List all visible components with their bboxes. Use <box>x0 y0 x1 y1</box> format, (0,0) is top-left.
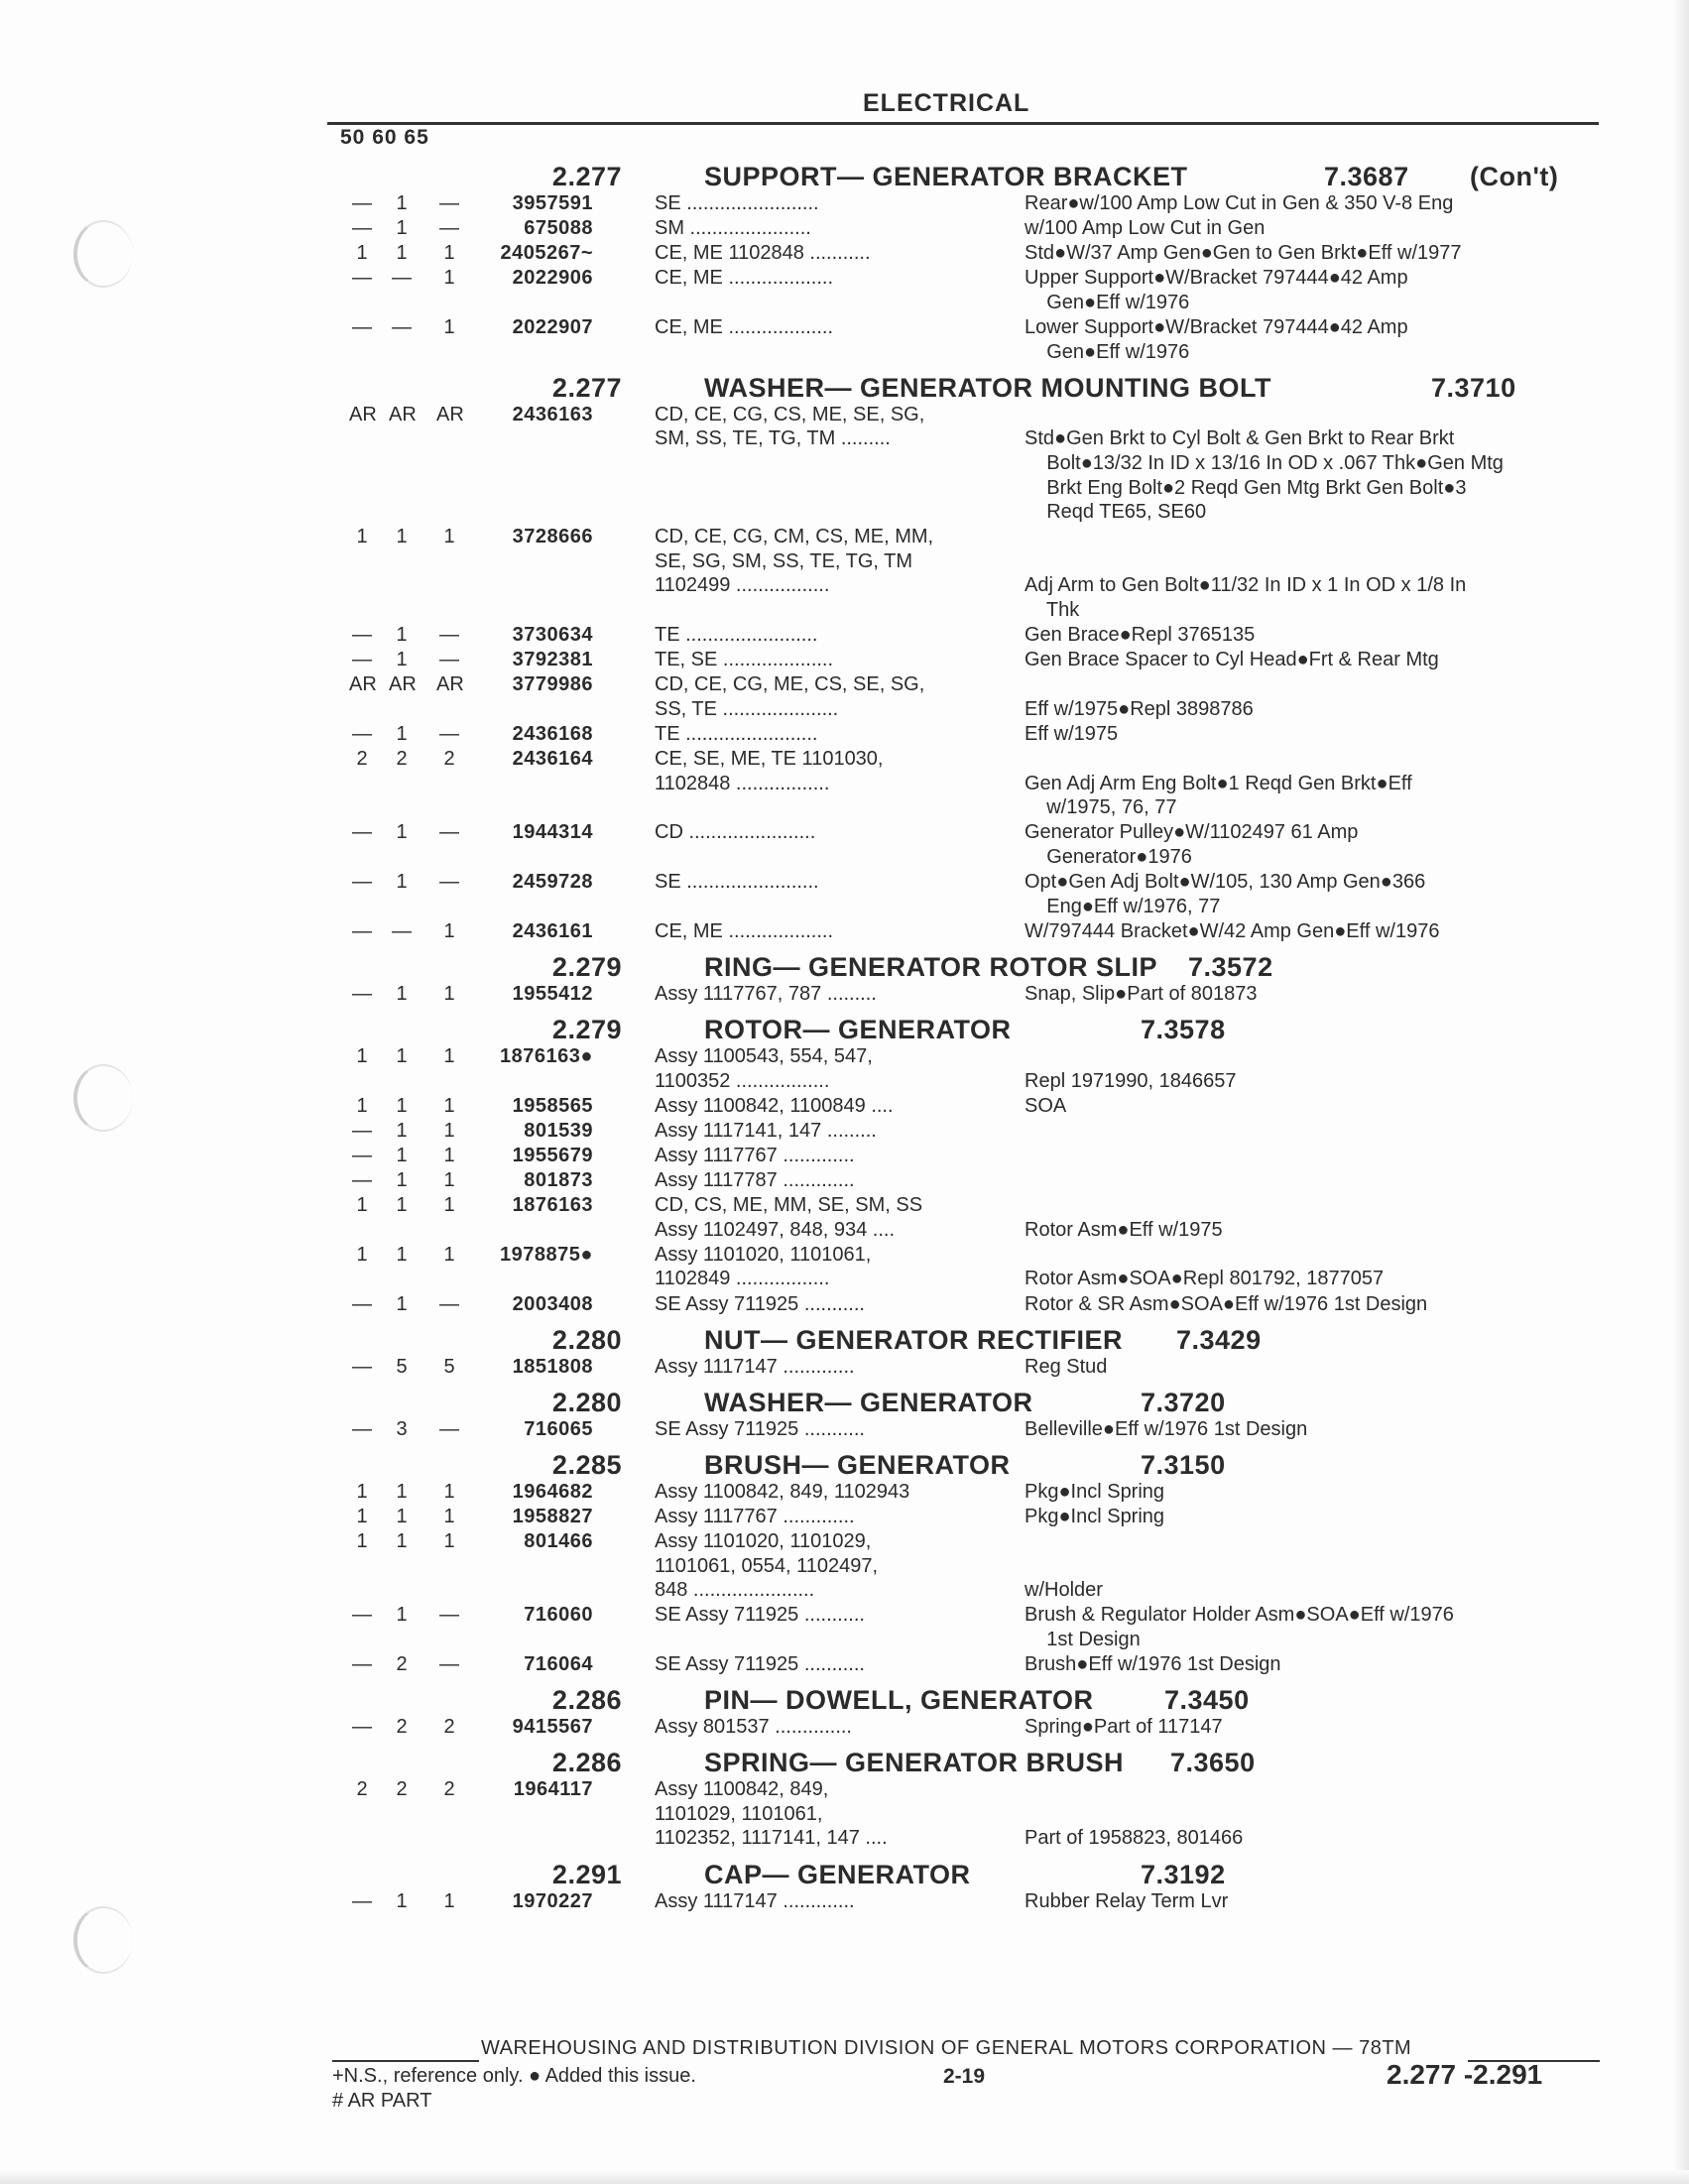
year-65-qty: 1 <box>443 1094 455 1117</box>
section-group-number: 2.280 <box>551 1324 622 1355</box>
year-60-qty: AR <box>389 403 417 425</box>
part-number: 716065 <box>524 1417 593 1440</box>
part-number: 716060 <box>524 1604 593 1627</box>
year-65-qty: — <box>439 624 459 647</box>
year-65-qty: 1 <box>443 1505 455 1527</box>
section-group-number: 2.285 <box>551 1449 622 1480</box>
year-60-qty: 2 <box>396 1778 408 1801</box>
usage-codes: SM ...................... <box>655 217 811 240</box>
footer-legend-ns: +N.S., reference only. ● Added this issue. <box>332 2065 696 2087</box>
section-code: 7.3578 <box>1141 1015 1226 1044</box>
part-number: 3730634 <box>512 624 593 647</box>
section-group-number: 2.286 <box>551 1748 622 1778</box>
section-code: 7.3572 <box>1188 951 1273 982</box>
section-group-number: 2.291 <box>551 1859 622 1889</box>
part-description: Reqd TE65, SE60 <box>1025 501 1207 524</box>
year-50-qty: — <box>352 871 372 894</box>
part-description: Eng●Eff w/1976, 77 <box>1025 895 1221 917</box>
year-50-qty: — <box>352 267 372 290</box>
section-code: 7.3720 <box>1141 1387 1226 1417</box>
year-50-qty: — <box>352 982 372 1005</box>
part-number: 2003408 <box>512 1292 593 1315</box>
year-50-qty: — <box>352 1119 372 1142</box>
part-number: 1958827 <box>512 1505 593 1527</box>
section-title: WASHER— GENERATOR <box>704 1387 1033 1417</box>
year-column-header: 50 60 65 <box>340 126 429 149</box>
year-60-qty: 1 <box>396 1169 408 1191</box>
section-group-number: 2.279 <box>551 951 622 982</box>
section-code: 7.3192 <box>1141 1859 1226 1889</box>
part-description: Generator Pulley●W/1102497 61 Amp <box>1025 821 1359 844</box>
year-65-qty: 1 <box>443 242 455 265</box>
page-title: ELECTRICAL <box>863 89 1030 117</box>
year-50-qty: — <box>352 1292 372 1315</box>
section-suffix: (Con't) <box>1470 162 1559 191</box>
part-description: Gen●Eff w/1976 <box>1025 340 1190 363</box>
year-50-qty: — <box>352 1169 372 1191</box>
year-60-qty: 1 <box>396 1292 408 1315</box>
year-50-qty: 1 <box>356 1045 368 1067</box>
part-description: w/100 Amp Low Cut in Gen <box>1025 217 1266 240</box>
part-description: Gen●Eff w/1976 <box>1025 291 1190 313</box>
year-60-qty: 1 <box>396 649 408 671</box>
section-code: 7.3650 <box>1170 1748 1256 1778</box>
year-65-qty: — <box>439 1604 459 1627</box>
usage-codes: Assy 1101020, 1101029, <box>655 1530 872 1552</box>
usage-codes: SE Assy 711925 ........... <box>655 1292 865 1315</box>
part-description: Brush & Regulator Holder Asm●SOA●Eff w/1976 <box>1025 1604 1454 1627</box>
year-50-qty: — <box>352 649 372 671</box>
usage-codes: Assy 1102497, 848, 934 .... <box>655 1218 896 1241</box>
part-description: Gen Adj Arm Eng Bolt●1 Reqd Gen Brkt●Eff <box>1025 772 1412 794</box>
year-65-qty: 5 <box>443 1355 455 1378</box>
usage-codes: Assy 1117767 ............. <box>655 1505 855 1527</box>
part-description: Std●Gen Brkt to Cyl Bolt & Gen Brkt to Rear Brkt <box>1025 427 1455 450</box>
year-50-qty: 1 <box>356 1194 368 1217</box>
part-number: 1955412 <box>512 982 593 1005</box>
part-number: 2436168 <box>512 723 593 745</box>
part-number: 2405267~ <box>500 242 593 265</box>
part-description: Thk <box>1025 599 1080 621</box>
year-60-qty: 2 <box>396 748 408 771</box>
usage-codes: CE, ME ................... <box>655 316 834 338</box>
year-65-qty: 1 <box>443 1194 455 1217</box>
usage-codes: CE, ME ................... <box>655 267 834 290</box>
usage-codes: CD ....................... <box>655 821 816 844</box>
usage-codes: CD, CS, ME, MM, SE, SM, SS <box>655 1194 923 1217</box>
year-65-qty: 1 <box>443 1169 455 1191</box>
part-description: W/797444 Bracket●W/42 Amp Gen●Eff w/1976 <box>1025 919 1440 942</box>
part-description: Lower Support●W/Bracket 797444●42 Amp <box>1025 316 1408 338</box>
year-50-qty: — <box>352 1889 372 1912</box>
year-65-qty: 1 <box>443 1530 455 1552</box>
part-number: 801539 <box>524 1119 593 1142</box>
year-60-qty: 2 <box>396 1716 408 1739</box>
part-description: Std●W/37 Amp Gen●Gen to Gen Brkt●Eff w/1977 <box>1025 242 1462 265</box>
part-number: 2022907 <box>512 316 593 338</box>
year-65-qty: 1 <box>443 1243 455 1266</box>
year-50-qty: — <box>352 316 372 338</box>
usage-codes: CD, CE, CG, ME, CS, SE, SG, <box>655 673 925 696</box>
year-65-qty: 2 <box>443 1778 455 1801</box>
part-number: 1978875● <box>500 1243 593 1266</box>
part-number: 3957591 <box>512 192 593 214</box>
part-number: 2436163 <box>512 403 593 425</box>
usage-codes: Assy 1117147 ............. <box>655 1889 855 1912</box>
year-60-qty: 1 <box>396 871 408 894</box>
year-60-qty: 1 <box>396 1045 408 1067</box>
usage-codes: Assy 1100842, 1100849 .... <box>655 1094 894 1117</box>
year-60-qty: 1 <box>396 1505 408 1527</box>
year-65-qty: — <box>439 871 459 894</box>
usage-codes: 848 ...................... <box>655 1579 815 1602</box>
section-title: ROTOR— GENERATOR <box>704 1015 1012 1044</box>
usage-codes: CD, CE, CG, CM, CS, ME, MM, <box>655 526 934 548</box>
year-60-qty: 1 <box>396 1604 408 1627</box>
year-60-qty: 1 <box>396 217 408 240</box>
year-65-qty: — <box>439 192 459 214</box>
usage-codes: CD, CE, CG, CS, ME, SE, SG, <box>655 403 925 425</box>
section-title: NUT— GENERATOR RECTIFIER <box>704 1324 1124 1355</box>
year-60-qty: 3 <box>396 1417 408 1440</box>
year-50-qty: — <box>352 1355 372 1378</box>
part-number: 1958565 <box>512 1094 593 1117</box>
part-description: Eff w/1975●Repl 3898786 <box>1025 697 1254 720</box>
section-title: BRUSH— GENERATOR <box>704 1449 1011 1480</box>
year-65-qty: 1 <box>443 1045 455 1067</box>
year-50-qty: 1 <box>356 1243 368 1266</box>
usage-codes: CE, ME 1102848 ........... <box>655 242 871 265</box>
part-number: 2436164 <box>512 748 593 771</box>
year-65-qty: — <box>439 1417 459 1440</box>
usage-codes: SE Assy 711925 ........... <box>655 1417 865 1440</box>
part-number: 1851808 <box>512 1355 593 1378</box>
part-number: 1964117 <box>513 1778 593 1801</box>
year-50-qty: — <box>352 821 372 844</box>
year-60-qty: 1 <box>396 723 408 745</box>
year-65-qty: 2 <box>443 748 455 771</box>
footer-legend-ar: # AR PART <box>332 2090 432 2112</box>
year-50-qty: — <box>352 1716 372 1739</box>
part-description: Belleville●Eff w/1976 1st Design <box>1025 1417 1308 1440</box>
year-65-qty: — <box>439 1292 459 1315</box>
year-60-qty: AR <box>389 673 417 696</box>
year-50-qty: — <box>352 1653 372 1675</box>
part-description: Gen Brace●Repl 3765135 <box>1025 624 1256 647</box>
year-50-qty: 1 <box>356 1505 368 1527</box>
year-60-qty: 1 <box>396 1243 408 1266</box>
section-group-number: 2.279 <box>551 1015 622 1044</box>
year-60-qty: 1 <box>396 624 408 647</box>
usage-codes: SE ........................ <box>655 192 819 214</box>
page-number: 2-19 <box>943 2065 986 2088</box>
section-title: SUPPORT— GENERATOR BRACKET <box>704 162 1188 191</box>
usage-codes: Assy 801537 .............. <box>655 1716 852 1739</box>
footer-division: WAREHOUSING AND DISTRIBUTION DIVISION OF GENERAL MOTORS CORPORATION — 78TM <box>481 2037 1412 2059</box>
year-65-qty: AR <box>436 403 464 425</box>
year-65-qty: — <box>439 1653 459 1675</box>
part-description: Brush●Eff w/1976 1st Design <box>1025 1653 1281 1675</box>
year-60-qty: 1 <box>396 1480 408 1503</box>
section-title: RING— GENERATOR ROTOR SLIP <box>704 951 1158 982</box>
year-50-qty: 2 <box>356 1778 368 1801</box>
year-65-qty: 1 <box>443 526 455 548</box>
year-65-qty: AR <box>436 673 464 696</box>
part-description: Eff w/1975 <box>1025 723 1119 745</box>
section-code: 7.3450 <box>1164 1685 1250 1716</box>
year-60-qty: 1 <box>396 821 408 844</box>
part-number: 9415567 <box>512 1716 593 1739</box>
usage-codes: Assy 1117767 ............. <box>655 1144 855 1166</box>
footer-divider-left <box>332 2060 479 2062</box>
part-number: 1876163● <box>500 1045 593 1067</box>
part-number: 2436161 <box>512 919 593 942</box>
part-description: Opt●Gen Adj Bolt●W/105, 130 Amp Gen●366 <box>1025 871 1426 894</box>
part-description: Rotor Asm●Eff w/1975 <box>1025 1218 1223 1241</box>
usage-codes: TE ........................ <box>655 624 818 647</box>
section-code: 7.3687 <box>1324 162 1409 191</box>
year-65-qty: 1 <box>443 919 455 942</box>
part-number: 1964682 <box>512 1480 593 1503</box>
part-description: Gen Brace Spacer to Cyl Head●Frt & Rear Mtg <box>1025 649 1439 671</box>
year-60-qty: 1 <box>396 1144 408 1166</box>
year-50-qty: 1 <box>356 1530 368 1552</box>
usage-codes: SE ........................ <box>655 871 819 894</box>
year-50-qty: — <box>352 723 372 745</box>
year-50-qty: 1 <box>356 526 368 548</box>
year-60-qty: 1 <box>396 1094 408 1117</box>
usage-codes: TE, SE .................... <box>655 649 834 671</box>
year-65-qty: — <box>439 723 459 745</box>
usage-codes: SE Assy 711925 ........... <box>655 1653 865 1675</box>
year-65-qty: 1 <box>443 267 455 290</box>
year-65-qty: 1 <box>443 316 455 338</box>
year-50-qty: 1 <box>356 1480 368 1503</box>
part-description: Rotor Asm●SOA●Repl 801792, 1877057 <box>1025 1268 1385 1290</box>
year-50-qty: AR <box>349 403 377 425</box>
usage-codes: 1102499 ................. <box>655 574 830 597</box>
year-60-qty: 2 <box>396 1653 408 1675</box>
part-description: SOA <box>1025 1094 1067 1117</box>
part-description: Rear●w/100 Amp Low Cut in Gen & 350 V-8 Eng <box>1025 192 1454 214</box>
section-code: 7.3429 <box>1176 1324 1262 1355</box>
usage-codes: SE Assy 711925 ........... <box>655 1604 865 1627</box>
usage-codes: Assy 1101020, 1101061, <box>655 1243 872 1266</box>
part-description: Snap, Slip●Part of 801873 <box>1025 982 1258 1005</box>
year-50-qty: AR <box>349 673 377 696</box>
year-60-qty: — <box>392 316 412 338</box>
year-65-qty: — <box>439 649 459 671</box>
year-50-qty: — <box>352 624 372 647</box>
year-60-qty: 1 <box>396 526 408 548</box>
section-group-number: 2.286 <box>551 1685 622 1716</box>
year-60-qty: 1 <box>396 1194 408 1217</box>
section-code: 7.3150 <box>1141 1449 1226 1480</box>
usage-codes: SM, SS, TE, TG, TM ......... <box>655 427 891 450</box>
year-60-qty: 5 <box>396 1355 408 1378</box>
usage-codes: Assy 1117141, 147 ......... <box>655 1119 877 1142</box>
usage-codes: Assy 1100842, 849, <box>655 1778 829 1801</box>
section-title: PIN— DOWELL, GENERATOR <box>704 1685 1094 1716</box>
usage-codes: 1101061, 0554, 1102497, <box>655 1554 879 1577</box>
year-65-qty: 1 <box>443 982 455 1005</box>
year-65-qty: 1 <box>443 1480 455 1503</box>
part-description: Brkt Eng Bolt●2 Reqd Gen Mtg Brkt Gen Bolt●3 <box>1025 476 1467 499</box>
year-60-qty: 1 <box>396 1119 408 1142</box>
part-description: Rubber Relay Term Lvr <box>1025 1889 1229 1912</box>
usage-codes: Assy 1117787 ............. <box>655 1169 855 1191</box>
part-number: 1944314 <box>512 821 593 844</box>
section-title: SPRING— GENERATOR BRUSH <box>704 1748 1125 1778</box>
part-number: 2459728 <box>512 871 593 894</box>
part-description: Pkg●Incl Spring <box>1025 1505 1165 1527</box>
year-60-qty: 1 <box>396 192 408 214</box>
section-title: WASHER— GENERATOR MOUNTING BOLT <box>704 372 1271 403</box>
year-50-qty: 2 <box>356 748 368 771</box>
section-group-number: 2.277 <box>551 372 622 403</box>
usage-codes: Assy 1117767, 787 ......... <box>655 982 877 1005</box>
usage-codes: CE, SE, ME, TE 1101030, <box>655 748 884 771</box>
year-60-qty: — <box>392 267 412 290</box>
year-60-qty: 1 <box>396 1889 408 1912</box>
usage-codes: SS, TE ..................... <box>655 697 839 720</box>
part-description: Part of 1958823, 801466 <box>1025 1827 1244 1850</box>
part-number: 675088 <box>524 217 593 240</box>
part-description: Upper Support●W/Bracket 797444●42 Amp <box>1025 267 1408 290</box>
year-50-qty: — <box>352 919 372 942</box>
usage-codes: CE, ME ................... <box>655 919 834 942</box>
usage-codes: 1102848 ................. <box>655 772 830 794</box>
part-description: Rotor & SR Asm●SOA●Eff w/1976 1st Design <box>1025 1292 1428 1315</box>
year-60-qty: — <box>392 919 412 942</box>
part-description: w/Holder <box>1025 1579 1103 1602</box>
part-number: 1970227 <box>512 1889 593 1912</box>
year-50-qty: — <box>352 1144 372 1166</box>
section-title: CAP— GENERATOR <box>704 1859 971 1889</box>
year-65-qty: — <box>439 821 459 844</box>
part-number: 1876163 <box>512 1194 593 1217</box>
part-description: w/1975, 76, 77 <box>1025 796 1177 819</box>
part-description: Adj Arm to Gen Bolt●11/32 In ID x 1 In OD x 1/8 In <box>1025 574 1467 597</box>
section-group-number: 2.280 <box>551 1387 622 1417</box>
usage-codes: SE, SG, SM, SS, TE, TG, TM <box>655 549 913 572</box>
part-description: Pkg●Incl Spring <box>1025 1480 1165 1503</box>
usage-codes: Assy 1100842, 849, 1102943 <box>655 1480 910 1503</box>
section-range: 2.277 -2.291 <box>1387 2059 1543 2090</box>
year-65-qty: 1 <box>443 1119 455 1142</box>
section-code: 7.3710 <box>1431 372 1516 403</box>
usage-codes: Assy 1100543, 554, 547, <box>655 1045 873 1067</box>
year-50-qty: — <box>352 217 372 240</box>
part-description: 1st Design <box>1025 1628 1141 1650</box>
part-number: 1955679 <box>512 1144 593 1166</box>
year-60-qty: 1 <box>396 242 408 265</box>
part-description: Bolt●13/32 In ID x 13/16 In OD x .067 Thk●Gen Mtg <box>1025 451 1504 474</box>
year-60-qty: 1 <box>396 1530 408 1552</box>
part-description: Reg Stud <box>1025 1355 1108 1378</box>
part-number: 3779986 <box>512 673 593 696</box>
usage-codes: Assy 1117147 ............. <box>655 1355 855 1378</box>
part-number: 801466 <box>524 1530 593 1552</box>
usage-codes: 1102352, 1117141, 147 .... <box>655 1827 888 1850</box>
year-50-qty: 1 <box>356 242 368 265</box>
usage-codes: TE ........................ <box>655 723 818 745</box>
year-60-qty: 1 <box>396 982 408 1005</box>
part-number: 3728666 <box>512 526 593 548</box>
year-65-qty: 1 <box>443 1144 455 1166</box>
year-65-qty: 2 <box>443 1716 455 1739</box>
part-description: Repl 1971990, 1846657 <box>1025 1069 1237 1092</box>
year-65-qty: 1 <box>443 1889 455 1912</box>
part-description: Generator●1976 <box>1025 846 1192 868</box>
part-description: Spring●Part of 117147 <box>1025 1716 1223 1739</box>
usage-codes: 1100352 ................. <box>655 1069 830 1092</box>
usage-codes: 1101029, 1101061, <box>655 1802 823 1825</box>
usage-codes: 1102849 ................. <box>655 1268 830 1290</box>
part-number: 716064 <box>524 1653 593 1675</box>
part-number: 801873 <box>524 1169 593 1191</box>
year-50-qty: — <box>352 1604 372 1627</box>
year-50-qty: — <box>352 1417 372 1440</box>
year-65-qty: — <box>439 217 459 240</box>
year-50-qty: 1 <box>356 1094 368 1117</box>
part-number: 3792381 <box>512 649 593 671</box>
year-50-qty: — <box>352 192 372 214</box>
part-number: 2022906 <box>512 267 593 290</box>
section-group-number: 2.277 <box>551 162 622 191</box>
